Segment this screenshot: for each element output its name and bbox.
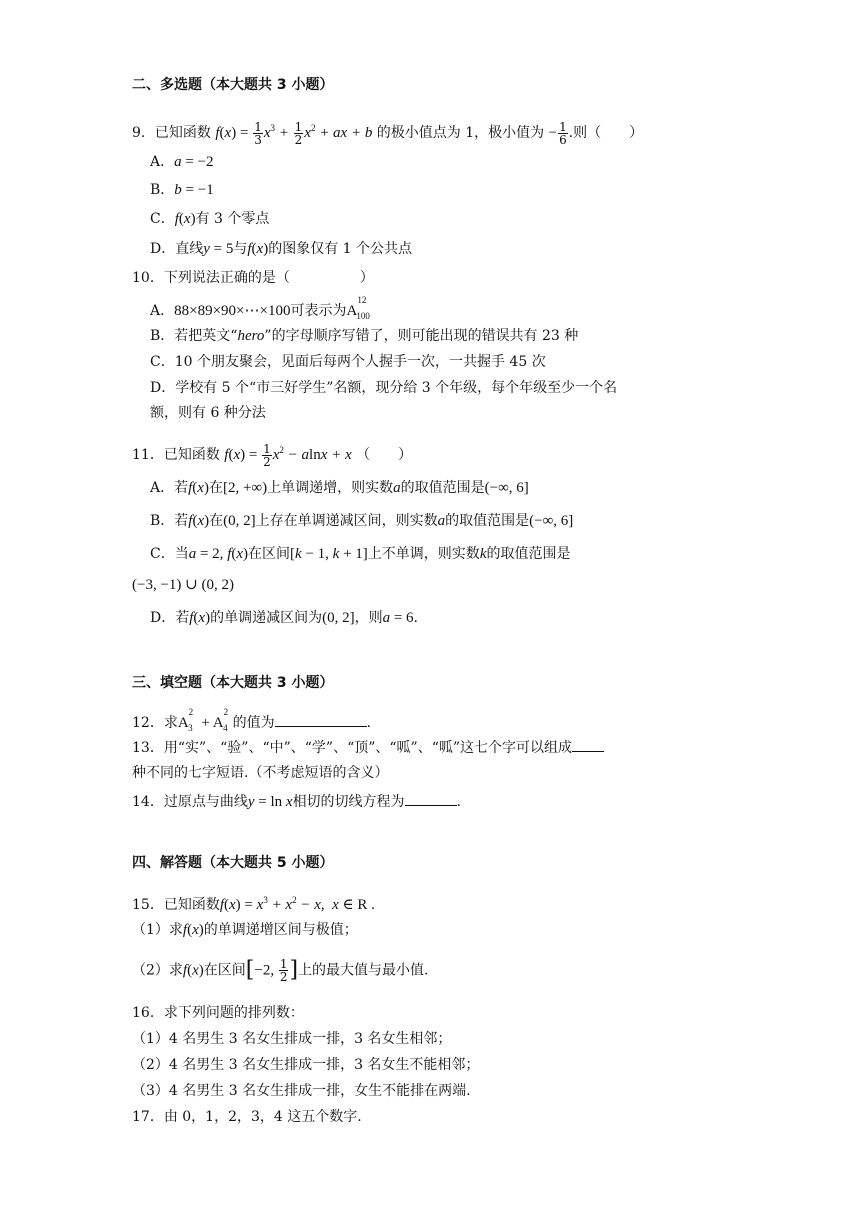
section-title-fill-in: 三、填空题（本大题共 3 小题） [132, 675, 334, 691]
question-12: 12．求$A^2_3 + A^2_4$ 的值为 . [132, 707, 372, 733]
question-13-line1: 13．用“实”、“验”、“中”、“学”、“顶”、“呱”、“呱”这七个字可以组成 [132, 737, 604, 758]
section-title-multiple-choice: 二、多选题（本大题共 3 小题） [132, 77, 334, 93]
question-16-stem: 16．求下列问题的排列数： [132, 1005, 304, 1021]
question-11-stem: 11．已知函数 f(x) = $\frac{1}{2}$ $x^2 - alnx + x$ （ ） [132, 441, 413, 469]
question-9-option-d: D．直线y = 5与f(x)的图象仅有 1 个公共点 [150, 241, 413, 257]
answer-blank-14[interactable] [405, 791, 457, 806]
question-9-option-a: A．a = −2 [150, 154, 214, 170]
question-11-option-c-line2: (−3, −1) ∪ (0, 2) [132, 577, 234, 593]
question-11-option-d: D．若f(x)的单调递减区间为(0, 2]，则a = 6. [150, 610, 418, 626]
question-16-part-2: （2）4 名男生 3 名女生排成一排，3 名女生不能相邻； [132, 1057, 480, 1073]
question-16-part-3: （3）4 名男生 3 名女生排成一排，女生不能排在两端. [132, 1083, 471, 1099]
question-9-option-b: B．b = −1 [150, 182, 214, 198]
question-11-option-c-line1: C．当a = 2, f(x)在区间[k − 1, k + 1]上不单调，则实数k的取值范围是 [150, 546, 571, 562]
question-11-option-b: B．若f(x)在(0, 2]上存在单调递减区间，则实数a的取值范围是(−∞, 6] [150, 513, 574, 529]
question-15-stem: 15．已知函数$f(x) = x^3 + x^2 - x$, x ∈ R . [132, 895, 375, 913]
question-9-stem: 9．已知函数 f(x) = $\frac{1}{3}$ $x^3$ + $\frac{1}{2}$ $x^2$ + ax + b 的极小值点为 1，极小值为 − $\frac{1}{6}$ .则（ ） [132, 119, 644, 147]
section-title-solutions: 四、解答题（本大题共 5 小题） [132, 855, 334, 871]
question-14: 14．过原点与曲线y = ln x相切的切线方程为 . [132, 791, 461, 812]
question-9-option-c: C．f(x)有 3 个零点 [150, 211, 270, 227]
answer-blank-12[interactable] [275, 712, 367, 727]
question-11-option-a: A．若f(x)在[2, +∞)上单调递增，则实数a的取值范围是(−∞, 6] [150, 480, 529, 496]
question-13-line2: 种不同的七字短语.（不考虑短语的含义） [132, 765, 389, 781]
question-17-stem: 17．由 0，1，2，3，4 这五个数字. [132, 1109, 362, 1125]
question-10-option-a: A．88×89×90×⋯×100可表示为$A^{12}_{100}$ [150, 295, 370, 321]
question-10-option-d-line1: D．学校有 5 个“市三好学生”名额，现分给 3 个年级，每个年级至少一个名 [150, 380, 618, 396]
question-10-stem: 10．下列说法正确的是（ ） [132, 270, 374, 286]
question-15-part-2: （2）求f(x)在区间[−2, $\frac{1}{2}$ ]上的最大值与最小值. [132, 957, 429, 984]
question-10-option-d-line2: 额，则有 6 种分法 [150, 405, 266, 421]
answer-blank-13[interactable] [572, 737, 604, 752]
question-16-part-1: （1）4 名男生 3 名女生排成一排，3 名女生相邻； [132, 1031, 452, 1047]
question-15-part-1: （1）求f(x)的单调递增区间与极值； [132, 922, 358, 938]
question-10-option-b: B．若把英文“hero”的字母顺序写错了，则可能出现的错误共有 23 种 [150, 328, 579, 344]
question-10-option-c: C．10 个朋友聚会，见面后每两个人握手一次，一共握手 45 次 [150, 354, 546, 370]
